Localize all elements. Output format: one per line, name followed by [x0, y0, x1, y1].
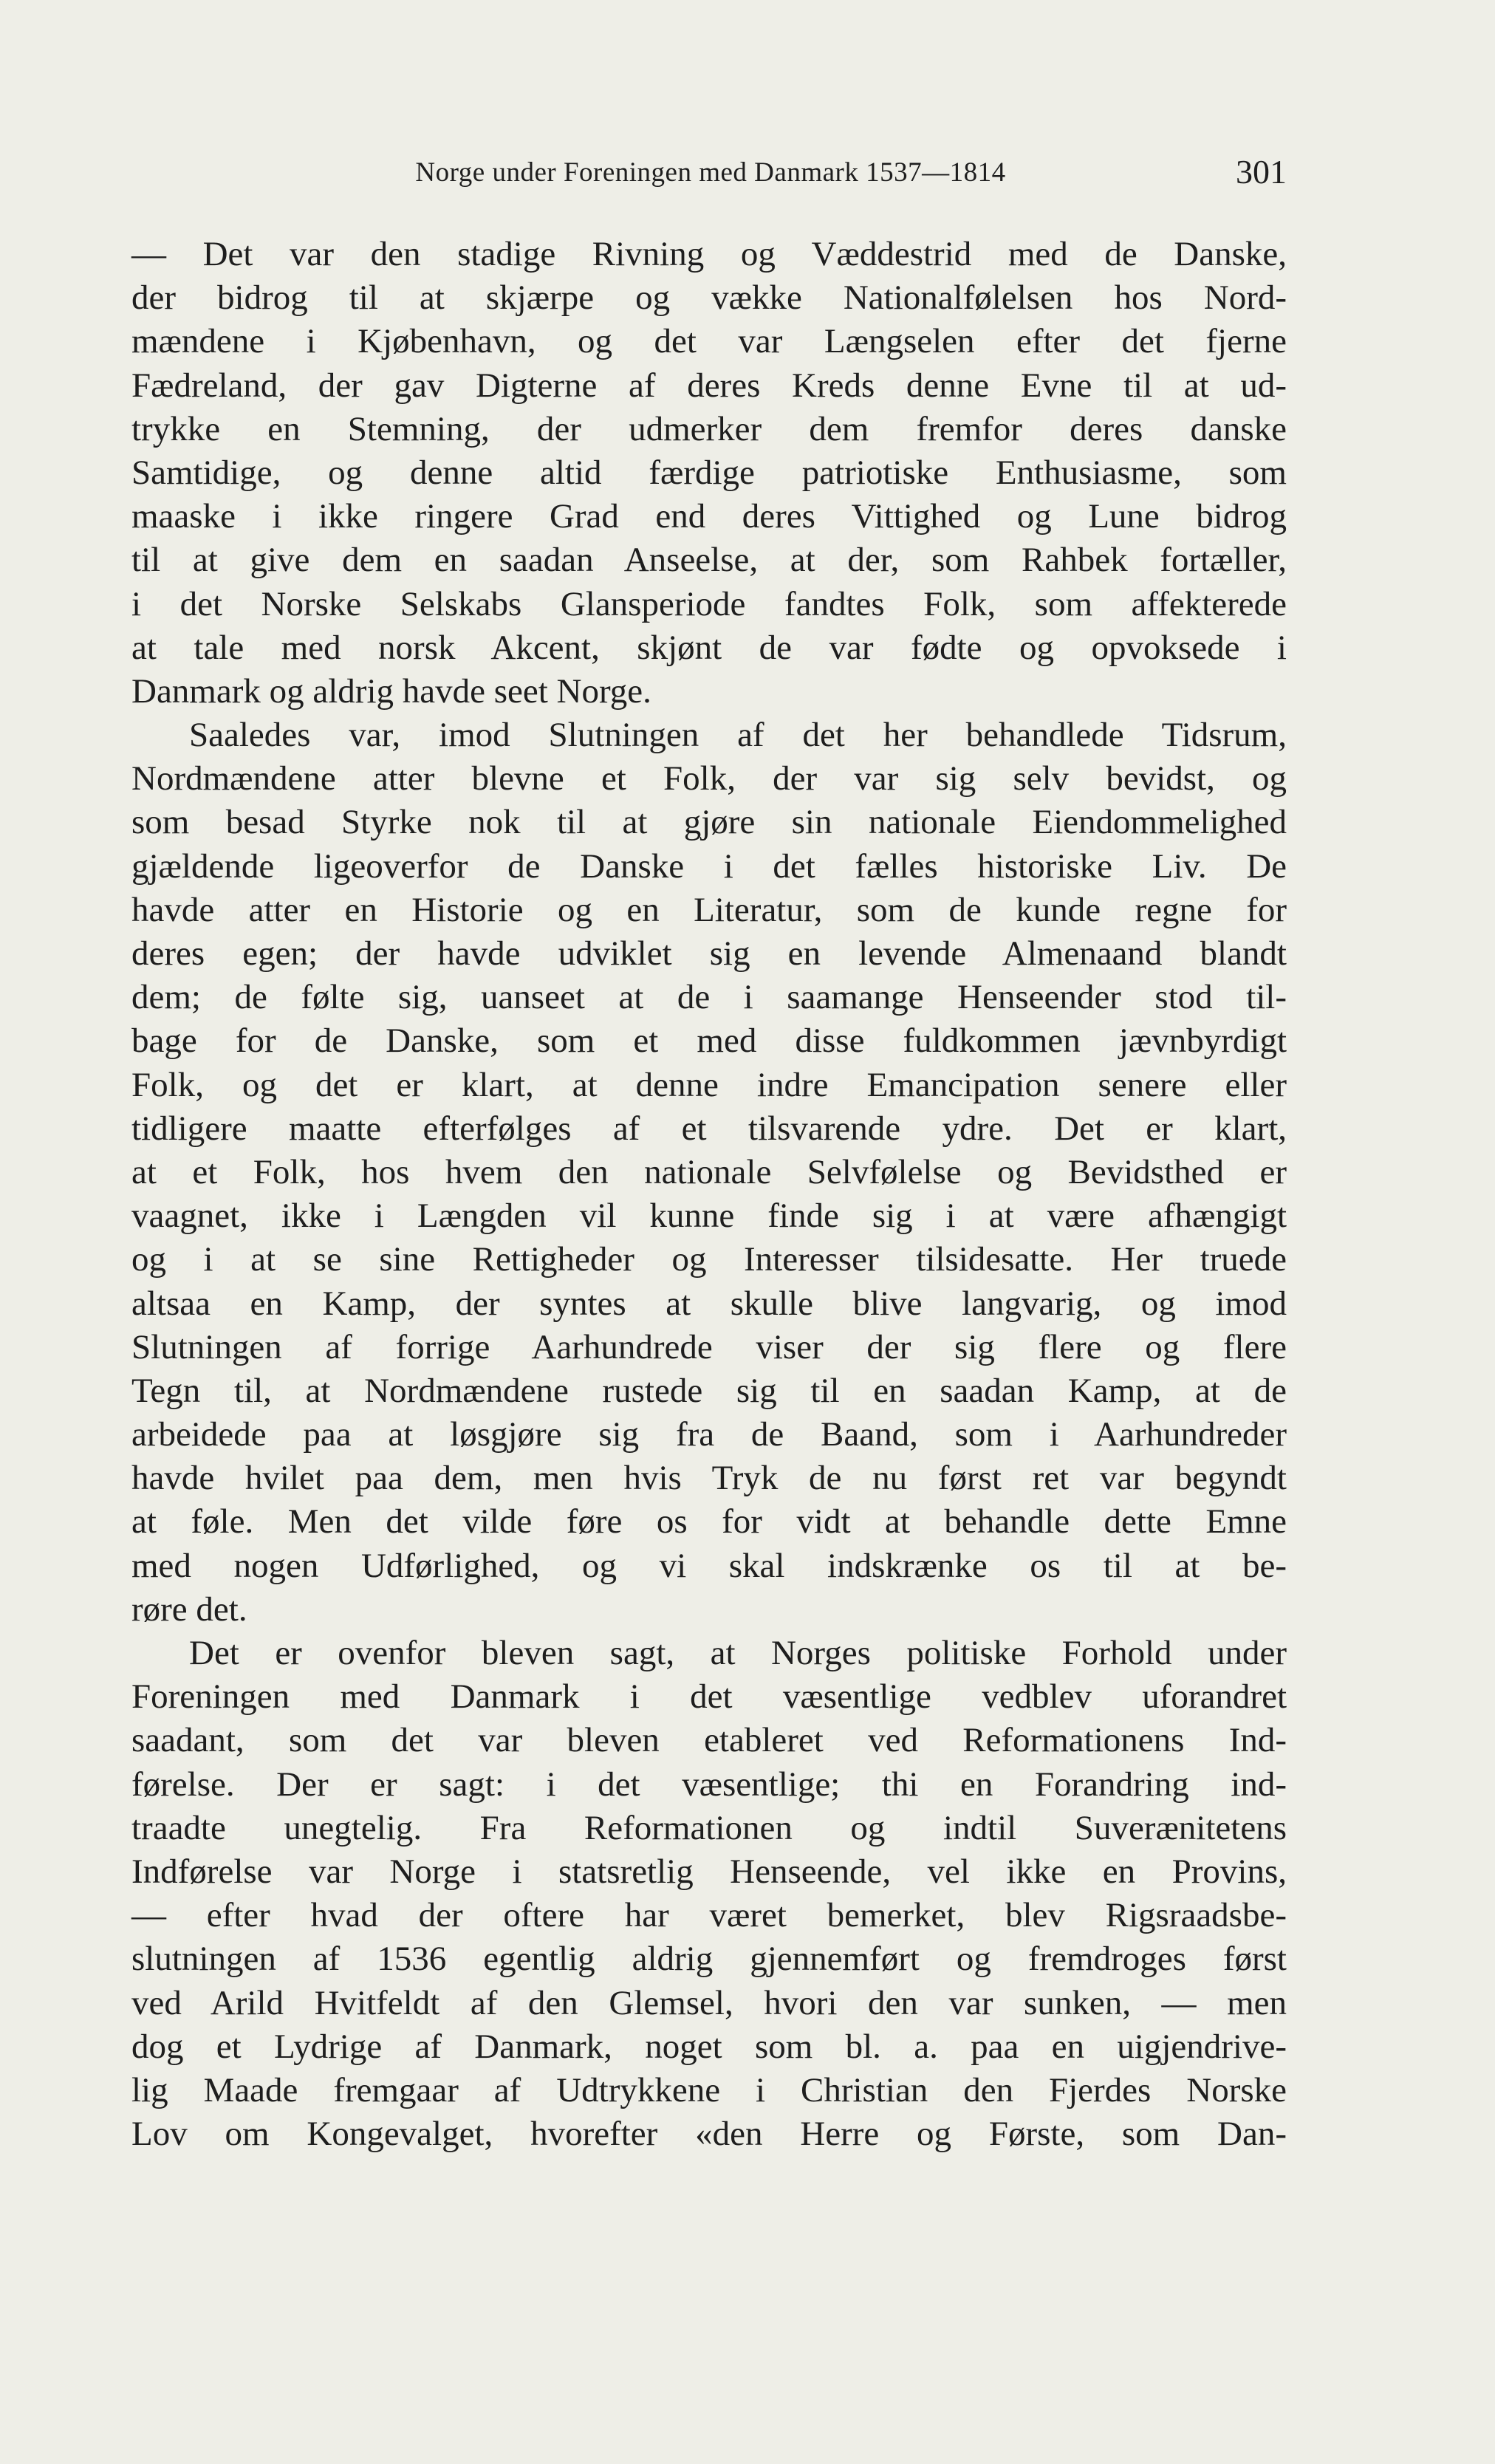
text-line: dem; de følte sig, uanseet at de i saamange Henseender stod til-	[131, 978, 1287, 1017]
text-line: mændene i Kjøbenhavn, og det var Længselen efter det fjerne	[131, 322, 1287, 361]
text-line: Saaledes var, imod Slutningen af det her behandlede Tidsrum,	[189, 716, 1287, 755]
paragraph	[131, 1632, 1287, 2156]
text-line: Slutningen af forrige Aarhundrede viser der sig flere og flere	[131, 1327, 1287, 1366]
text-line: Fædreland, der gav Digterne af deres Kreds denne Evne til at ud-	[131, 366, 1287, 405]
text-line: ved Arild Hvitfeldt af den Glemsel, hvori den var sunken, — men	[131, 1983, 1287, 2022]
text-line: som besad Styrke nok til at gjøre sin nationale Eiendommelighed	[131, 803, 1287, 842]
text-line: der bidrog til at skjærpe og vække Nationalfølelsen hos Nord-	[131, 278, 1287, 318]
text-line: — Det var den stadige Rivning og Væddestrid med de Danske,	[131, 235, 1287, 273]
text-line: saadant, som det var bleven etableret ved Reformationens Ind-	[131, 1721, 1287, 1760]
text-line: havde atter en Historie og en Literatur, som de kunde regne for	[131, 890, 1287, 929]
text-line: maaske i ikke ringere Grad end deres Vittighed og Lune bidrog	[131, 497, 1287, 536]
paragraph	[131, 233, 1287, 713]
text-line: Danmark og aldrig havde seet Norge.	[131, 671, 651, 711]
text-line: røre det.	[131, 1589, 247, 1629]
text-line: trykke en Stemning, der udmerker dem fremfor deres danske	[131, 409, 1287, 448]
text-line: arbeidede paa at løsgjøre sig fra de Baand, som i Aarhundreder	[131, 1415, 1287, 1454]
running-head-title: Norge under Foreningen med Danmark 1537—1814	[415, 157, 1006, 188]
text-line: lig Maade fremgaar af Udtrykkene i Christian den Fjerdes Norske	[131, 2070, 1287, 2109]
page-number: 301	[1236, 153, 1287, 191]
text-line: Tegn til, at Nordmændene rustede sig til en saadan Kamp, at de	[131, 1371, 1287, 1410]
text-line: bage for de Danske, som et med disse fuldkommen jævnbyrdigt	[131, 1021, 1287, 1061]
text-line: i det Norske Selskabs Glansperiode fandtes Folk, som affekterede	[131, 584, 1287, 623]
text-line: Samtidige, og denne altid færdige patriotiske Enthusiasme, som	[131, 453, 1287, 492]
body-text	[131, 233, 1287, 2156]
text-line: Det er ovenfor bleven sagt, at Norges politiske Forhold under	[189, 1634, 1287, 1672]
text-line: med nogen Udførlighed, og vi skal indskrænke os til at be-	[131, 1546, 1287, 1585]
text-line: førelse. Der er sagt: i det væsentlige; thi en Forandring ind-	[131, 1765, 1287, 1804]
text-line: at tale med norsk Akcent, skjønt de var fødte og opvoksede i	[131, 628, 1287, 667]
text-line: altsaa en Kamp, der syntes at skulle blive langvarig, og imod	[131, 1284, 1287, 1323]
text-line: gjældende ligeoverfor de Danske i det fælles historiske Liv. De	[131, 846, 1287, 886]
text-line: og i at se sine Rettigheder og Interesser tilsidesatte. Her truede	[131, 1240, 1287, 1279]
text-line: dog et Lydrige af Danmark, noget som bl. a. paa en uigjendrive-	[131, 2027, 1287, 2066]
text-line: Lov om Kongevalget, hvorefter «den Herre og Første, som Dan-	[131, 2115, 1287, 2154]
text-line: Foreningen med Danmark i det væsentlige vedblev uforandret	[131, 1677, 1287, 1717]
paragraph	[131, 713, 1287, 1632]
text-line: at føle. Men det vilde føre os for vidt at behandle dette Emne	[131, 1502, 1287, 1541]
text-line: slutningen af 1536 egentlig aldrig gjennemført og fremdroges først	[131, 1940, 1287, 1979]
text-line: vaagnet, ikke i Længden vil kunne finde sig i at være afhængigt	[131, 1197, 1287, 1236]
text-line: deres egen; der havde udviklet sig en levende Almenaand blandt	[131, 934, 1287, 973]
text-line: traadte unegtelig. Fra Reformationen og indtil Suverænitetens	[131, 1808, 1287, 1847]
text-line: tidligere maatte efterfølges af et tilsvarende ydre. Det er klart,	[131, 1109, 1287, 1148]
text-line: havde hvilet paa dem, men hvis Tryk de nu først ret var begyndt	[131, 1459, 1287, 1498]
text-line: — efter hvad der oftere har været bemerket, blev Rigsraadsbe-	[131, 1896, 1287, 1935]
text-line: Indførelse var Norge i statsretlig Henseende, vel ikke en Provins,	[131, 1852, 1287, 1891]
text-line: Folk, og det er klart, at denne indre Emancipation senere eller	[131, 1065, 1287, 1104]
text-line: til at give dem en saadan Anseelse, at der, som Rahbek fortæller,	[131, 541, 1287, 580]
text-line: Nordmændene atter blevne et Folk, der var sig selv bevidst, og	[131, 759, 1287, 798]
text-line: at et Folk, hos hvem den nationale Selvfølelse og Bevidsthed er	[131, 1152, 1287, 1191]
